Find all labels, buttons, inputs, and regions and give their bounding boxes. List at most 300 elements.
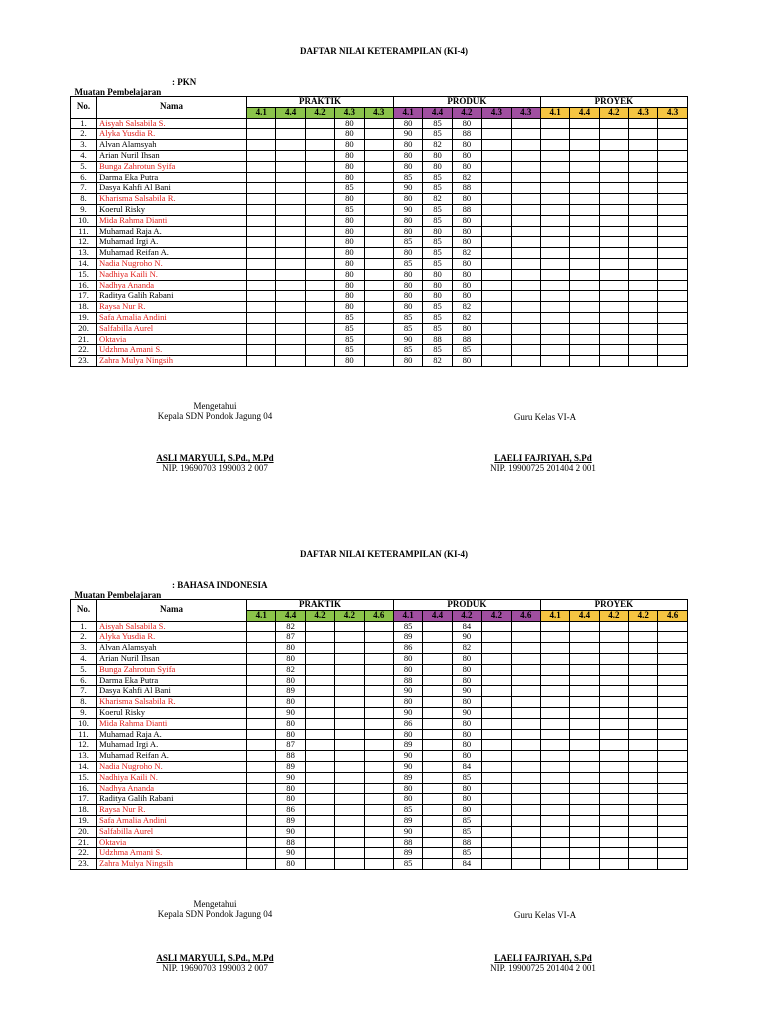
proyek-score	[599, 740, 628, 751]
produk-score: 88	[393, 837, 422, 848]
header-produk: PRODUK	[393, 600, 540, 611]
praktik-score: 80	[276, 653, 305, 664]
praktik-score: 80	[335, 248, 364, 259]
table-row	[71, 312, 688, 323]
produk-score	[482, 215, 511, 226]
proyek-score	[570, 859, 599, 870]
student-name: Muhamad Irgi A.	[97, 740, 247, 751]
student-name: Alyka Yusdia R.	[97, 129, 247, 140]
header-code-praktik: 4.6	[364, 610, 393, 621]
header-nama: Nama	[97, 600, 247, 622]
praktik-score	[276, 269, 305, 280]
praktik-score: 90	[276, 848, 305, 859]
produk-score: 90	[393, 751, 422, 762]
proyek-score	[540, 161, 569, 172]
proyek-score	[629, 323, 658, 334]
praktik-score	[305, 129, 334, 140]
praktik-score	[276, 172, 305, 183]
produk-score	[482, 302, 511, 313]
proyek-score	[629, 140, 658, 151]
praktik-score: 80	[276, 729, 305, 740]
student-name: Nadhya Ananda	[97, 783, 247, 794]
produk-score: 80	[452, 356, 481, 367]
proyek-score	[599, 772, 628, 783]
proyek-score	[629, 258, 658, 269]
praktik-score	[305, 302, 334, 313]
produk-score: 80	[393, 150, 422, 161]
praktik-score	[364, 334, 393, 345]
proyek-score	[599, 837, 628, 848]
proyek-score	[570, 140, 599, 151]
proyek-score	[570, 794, 599, 805]
praktik-score	[305, 334, 334, 345]
proyek-score	[570, 248, 599, 259]
produk-score	[482, 258, 511, 269]
proyek-score	[540, 129, 569, 140]
proyek-score	[540, 280, 569, 291]
row-number: 8.	[71, 194, 97, 205]
proyek-score	[570, 815, 599, 826]
proyek-score	[658, 183, 687, 194]
table-row	[71, 204, 688, 215]
proyek-score	[540, 859, 569, 870]
proyek-score	[599, 859, 628, 870]
praktik-score	[364, 172, 393, 183]
produk-score	[511, 248, 540, 259]
proyek-score	[540, 761, 569, 772]
header-produk: PRODUK	[393, 97, 540, 108]
row-number: 15.	[71, 772, 97, 783]
subject-label: Muatan Pembelajaran	[74, 87, 162, 97]
produk-score: 80	[423, 150, 452, 161]
praktik-score	[335, 848, 364, 859]
proyek-score	[658, 140, 687, 151]
proyek-score	[658, 215, 687, 226]
produk-score: 80	[452, 323, 481, 334]
proyek-score	[599, 697, 628, 708]
produk-score: 90	[393, 707, 422, 718]
praktik-score: 85	[335, 334, 364, 345]
table-row	[71, 226, 688, 237]
proyek-score	[599, 334, 628, 345]
produk-score	[511, 269, 540, 280]
student-name: Muhamad Raja A.	[97, 729, 247, 740]
praktik-score: 80	[276, 718, 305, 729]
proyek-score	[658, 248, 687, 259]
student-name: Mida Rahma Dianti	[97, 215, 247, 226]
praktik-score	[364, 632, 393, 643]
produk-score	[482, 664, 511, 675]
proyek-score	[570, 772, 599, 783]
praktik-score	[247, 118, 276, 129]
produk-score: 85	[452, 772, 481, 783]
praktik-score	[335, 761, 364, 772]
produk-score: 80	[393, 226, 422, 237]
praktik-score	[276, 312, 305, 323]
produk-score: 85	[393, 859, 422, 870]
produk-score: 90	[393, 334, 422, 345]
produk-score: 85	[423, 312, 452, 323]
praktik-score	[335, 740, 364, 751]
proyek-score	[599, 848, 628, 859]
produk-score: 80	[393, 653, 422, 664]
table-row	[71, 129, 688, 140]
proyek-score	[599, 172, 628, 183]
student-name: Mida Rahma Dianti	[97, 718, 247, 729]
proyek-score	[658, 621, 687, 632]
produk-score	[423, 805, 452, 816]
produk-score: 90	[393, 129, 422, 140]
praktik-score	[305, 356, 334, 367]
header-code-praktik: 4.4	[276, 107, 305, 118]
praktik-score	[305, 697, 334, 708]
proyek-score	[570, 826, 599, 837]
proyek-score	[570, 323, 599, 334]
proyek-score	[658, 707, 687, 718]
row-number: 3.	[71, 643, 97, 654]
student-name: Raditya Galih Rabani	[97, 794, 247, 805]
proyek-score	[658, 653, 687, 664]
student-name: Bunga Zahrotun Syifa	[97, 161, 247, 172]
row-number: 5.	[71, 161, 97, 172]
student-name: Nadia Nugroho N.	[97, 761, 247, 772]
praktik-score	[335, 805, 364, 816]
praktik-score	[247, 859, 276, 870]
produk-score: 80	[393, 194, 422, 205]
praktik-score: 80	[276, 783, 305, 794]
signature-right-name: LAELI FAJRIYAH, S.Pd	[494, 953, 592, 963]
proyek-score	[570, 621, 599, 632]
produk-score: 82	[452, 248, 481, 259]
produk-score	[482, 280, 511, 291]
proyek-score	[658, 204, 687, 215]
praktik-score	[305, 805, 334, 816]
proyek-score	[658, 837, 687, 848]
proyek-score	[629, 161, 658, 172]
signature-left-nip: NIP. 19690703 199003 2 007	[162, 963, 268, 973]
table-row	[71, 172, 688, 183]
praktik-score	[335, 621, 364, 632]
praktik-score	[276, 345, 305, 356]
produk-score: 82	[423, 194, 452, 205]
student-name: Oktavia	[97, 837, 247, 848]
produk-score: 85	[423, 323, 452, 334]
header-code-produk: 4.3	[482, 107, 511, 118]
student-name: Salfabilla Aurel	[97, 826, 247, 837]
produk-score: 80	[452, 740, 481, 751]
praktik-score	[247, 204, 276, 215]
proyek-score	[540, 697, 569, 708]
praktik-score	[305, 150, 334, 161]
produk-score: 86	[393, 718, 422, 729]
proyek-score	[570, 280, 599, 291]
proyek-score	[658, 761, 687, 772]
student-name: Nadia Nugroho N.	[97, 258, 247, 269]
header-code-proyek: 4.1	[540, 610, 569, 621]
produk-score	[482, 783, 511, 794]
proyek-score	[599, 248, 628, 259]
subject-value: : PKN	[172, 77, 197, 87]
praktik-score	[305, 161, 334, 172]
praktik-score: 80	[335, 302, 364, 313]
praktik-score	[364, 837, 393, 848]
proyek-score	[540, 226, 569, 237]
produk-score: 80	[393, 729, 422, 740]
proyek-score	[540, 837, 569, 848]
row-number: 4.	[71, 653, 97, 664]
produk-score: 80	[423, 291, 452, 302]
praktik-score	[305, 323, 334, 334]
praktik-score: 80	[335, 356, 364, 367]
proyek-score	[599, 356, 628, 367]
proyek-score	[540, 718, 569, 729]
produk-score	[511, 356, 540, 367]
proyek-score	[540, 258, 569, 269]
praktik-score	[305, 848, 334, 859]
produk-score: 80	[452, 664, 481, 675]
produk-score	[482, 740, 511, 751]
praktik-score: 87	[276, 740, 305, 751]
produk-score	[482, 334, 511, 345]
praktik-score: 85	[335, 183, 364, 194]
signature-left-name-block-1	[140, 453, 290, 473]
row-number: 14.	[71, 761, 97, 772]
proyek-score	[658, 345, 687, 356]
praktik-score	[247, 172, 276, 183]
proyek-score	[658, 161, 687, 172]
proyek-score	[570, 686, 599, 697]
produk-score	[511, 632, 540, 643]
table-row	[71, 334, 688, 345]
proyek-score	[658, 129, 687, 140]
produk-score	[423, 664, 452, 675]
proyek-score	[629, 312, 658, 323]
praktik-score	[276, 150, 305, 161]
row-number: 16.	[71, 280, 97, 291]
proyek-score	[540, 632, 569, 643]
praktik-score: 86	[276, 805, 305, 816]
produk-score	[511, 323, 540, 334]
praktik-score	[276, 302, 305, 313]
proyek-score	[540, 312, 569, 323]
produk-score: 80	[393, 280, 422, 291]
proyek-score	[599, 226, 628, 237]
row-number: 22.	[71, 345, 97, 356]
produk-score	[511, 172, 540, 183]
praktik-score: 87	[276, 632, 305, 643]
produk-score	[511, 643, 540, 654]
row-number: 5.	[71, 664, 97, 675]
praktik-score	[364, 129, 393, 140]
produk-score: 89	[393, 632, 422, 643]
produk-score: 80	[423, 161, 452, 172]
student-name: Alyka Yusdia R.	[97, 632, 247, 643]
proyek-score	[540, 826, 569, 837]
praktik-score	[335, 632, 364, 643]
proyek-score	[658, 334, 687, 345]
praktik-score	[364, 269, 393, 280]
proyek-score	[570, 707, 599, 718]
produk-score	[511, 621, 540, 632]
produk-score: 80	[393, 697, 422, 708]
produk-score	[423, 643, 452, 654]
proyek-score	[570, 204, 599, 215]
proyek-score	[540, 323, 569, 334]
produk-score	[423, 707, 452, 718]
praktik-score	[247, 161, 276, 172]
produk-score	[511, 761, 540, 772]
proyek-score	[570, 334, 599, 345]
proyek-score	[599, 686, 628, 697]
signature-right-nip: NIP. 19900725 201404 2 001	[490, 463, 596, 473]
produk-score	[482, 697, 511, 708]
proyek-score	[658, 226, 687, 237]
grades-table-pkn	[70, 96, 688, 367]
praktik-score	[364, 664, 393, 675]
proyek-score	[570, 118, 599, 129]
produk-score	[511, 258, 540, 269]
table-row	[71, 258, 688, 269]
proyek-score	[599, 312, 628, 323]
produk-score	[482, 751, 511, 762]
table-row	[71, 707, 688, 718]
produk-score: 80	[393, 783, 422, 794]
table-row	[71, 345, 688, 356]
produk-score	[511, 129, 540, 140]
produk-score	[511, 345, 540, 356]
produk-score: 80	[452, 269, 481, 280]
praktik-score	[364, 794, 393, 805]
proyek-score	[658, 805, 687, 816]
row-number: 18.	[71, 302, 97, 313]
proyek-score	[599, 258, 628, 269]
header-proyek: PROYEK	[540, 600, 687, 611]
produk-score	[423, 697, 452, 708]
proyek-score	[599, 237, 628, 248]
proyek-score	[540, 783, 569, 794]
proyek-score	[658, 280, 687, 291]
header-code-praktik: 4.2	[305, 107, 334, 118]
header-code-praktik: 4.3	[335, 107, 364, 118]
produk-score	[511, 697, 540, 708]
produk-score	[482, 621, 511, 632]
praktik-score	[305, 772, 334, 783]
proyek-score	[658, 729, 687, 740]
student-name: Kharisma Salsabila R.	[97, 194, 247, 205]
produk-score	[482, 837, 511, 848]
proyek-score	[629, 172, 658, 183]
student-name: Koerul Risky	[97, 707, 247, 718]
praktik-score	[364, 356, 393, 367]
praktik-score	[247, 632, 276, 643]
praktik-score	[276, 161, 305, 172]
praktik-score	[305, 686, 334, 697]
proyek-score	[599, 194, 628, 205]
praktik-score	[364, 675, 393, 686]
student-name: Aisyah Salsabila S.	[97, 118, 247, 129]
proyek-score	[540, 805, 569, 816]
praktik-score	[276, 248, 305, 259]
proyek-score	[599, 783, 628, 794]
praktik-score	[364, 118, 393, 129]
praktik-score	[247, 194, 276, 205]
table-row	[71, 848, 688, 859]
praktik-score	[364, 729, 393, 740]
proyek-score	[540, 653, 569, 664]
produk-score	[511, 215, 540, 226]
table-row	[71, 837, 688, 848]
table-row	[71, 826, 688, 837]
proyek-score	[658, 772, 687, 783]
produk-score: 85	[393, 805, 422, 816]
praktik-score	[247, 334, 276, 345]
proyek-score	[629, 621, 658, 632]
produk-score: 89	[393, 772, 422, 783]
proyek-score	[570, 675, 599, 686]
produk-score: 82	[423, 140, 452, 151]
proyek-score	[658, 751, 687, 762]
praktik-score: 90	[276, 707, 305, 718]
proyek-score	[629, 815, 658, 826]
table-row	[71, 280, 688, 291]
header-code-proyek: 4.4	[570, 107, 599, 118]
praktik-score	[364, 237, 393, 248]
praktik-score	[247, 740, 276, 751]
proyek-score	[599, 118, 628, 129]
produk-score: 80	[452, 697, 481, 708]
praktik-score: 80	[335, 129, 364, 140]
produk-score	[423, 859, 452, 870]
proyek-score	[599, 215, 628, 226]
proyek-score	[570, 643, 599, 654]
proyek-score	[540, 643, 569, 654]
produk-score	[423, 837, 452, 848]
row-number: 12.	[71, 740, 97, 751]
praktik-score	[247, 707, 276, 718]
produk-score	[511, 848, 540, 859]
proyek-score	[599, 280, 628, 291]
praktik-score	[247, 718, 276, 729]
proyek-score	[629, 826, 658, 837]
produk-score: 88	[452, 837, 481, 848]
produk-score: 88	[452, 334, 481, 345]
table-row	[71, 150, 688, 161]
student-name: Darma Eka Putra	[97, 675, 247, 686]
praktik-score	[335, 729, 364, 740]
row-number: 16.	[71, 783, 97, 794]
header-code-proyek: 4.2	[629, 610, 658, 621]
produk-score: 88	[452, 129, 481, 140]
produk-score	[482, 129, 511, 140]
student-name: Muhamad Irgi A.	[97, 237, 247, 248]
header-praktik: PRAKTIK	[247, 600, 394, 611]
praktik-score	[335, 707, 364, 718]
proyek-score	[629, 751, 658, 762]
proyek-score	[658, 859, 687, 870]
praktik-score: 80	[335, 280, 364, 291]
header-code-praktik: 4.2	[335, 610, 364, 621]
row-number: 23.	[71, 859, 97, 870]
proyek-score	[599, 632, 628, 643]
proyek-score	[599, 707, 628, 718]
proyek-score	[658, 237, 687, 248]
praktik-score	[305, 751, 334, 762]
proyek-score	[629, 129, 658, 140]
produk-score: 85	[423, 204, 452, 215]
student-name: Nadhya Ananda	[97, 280, 247, 291]
table-row	[71, 183, 688, 194]
produk-score: 85	[452, 848, 481, 859]
